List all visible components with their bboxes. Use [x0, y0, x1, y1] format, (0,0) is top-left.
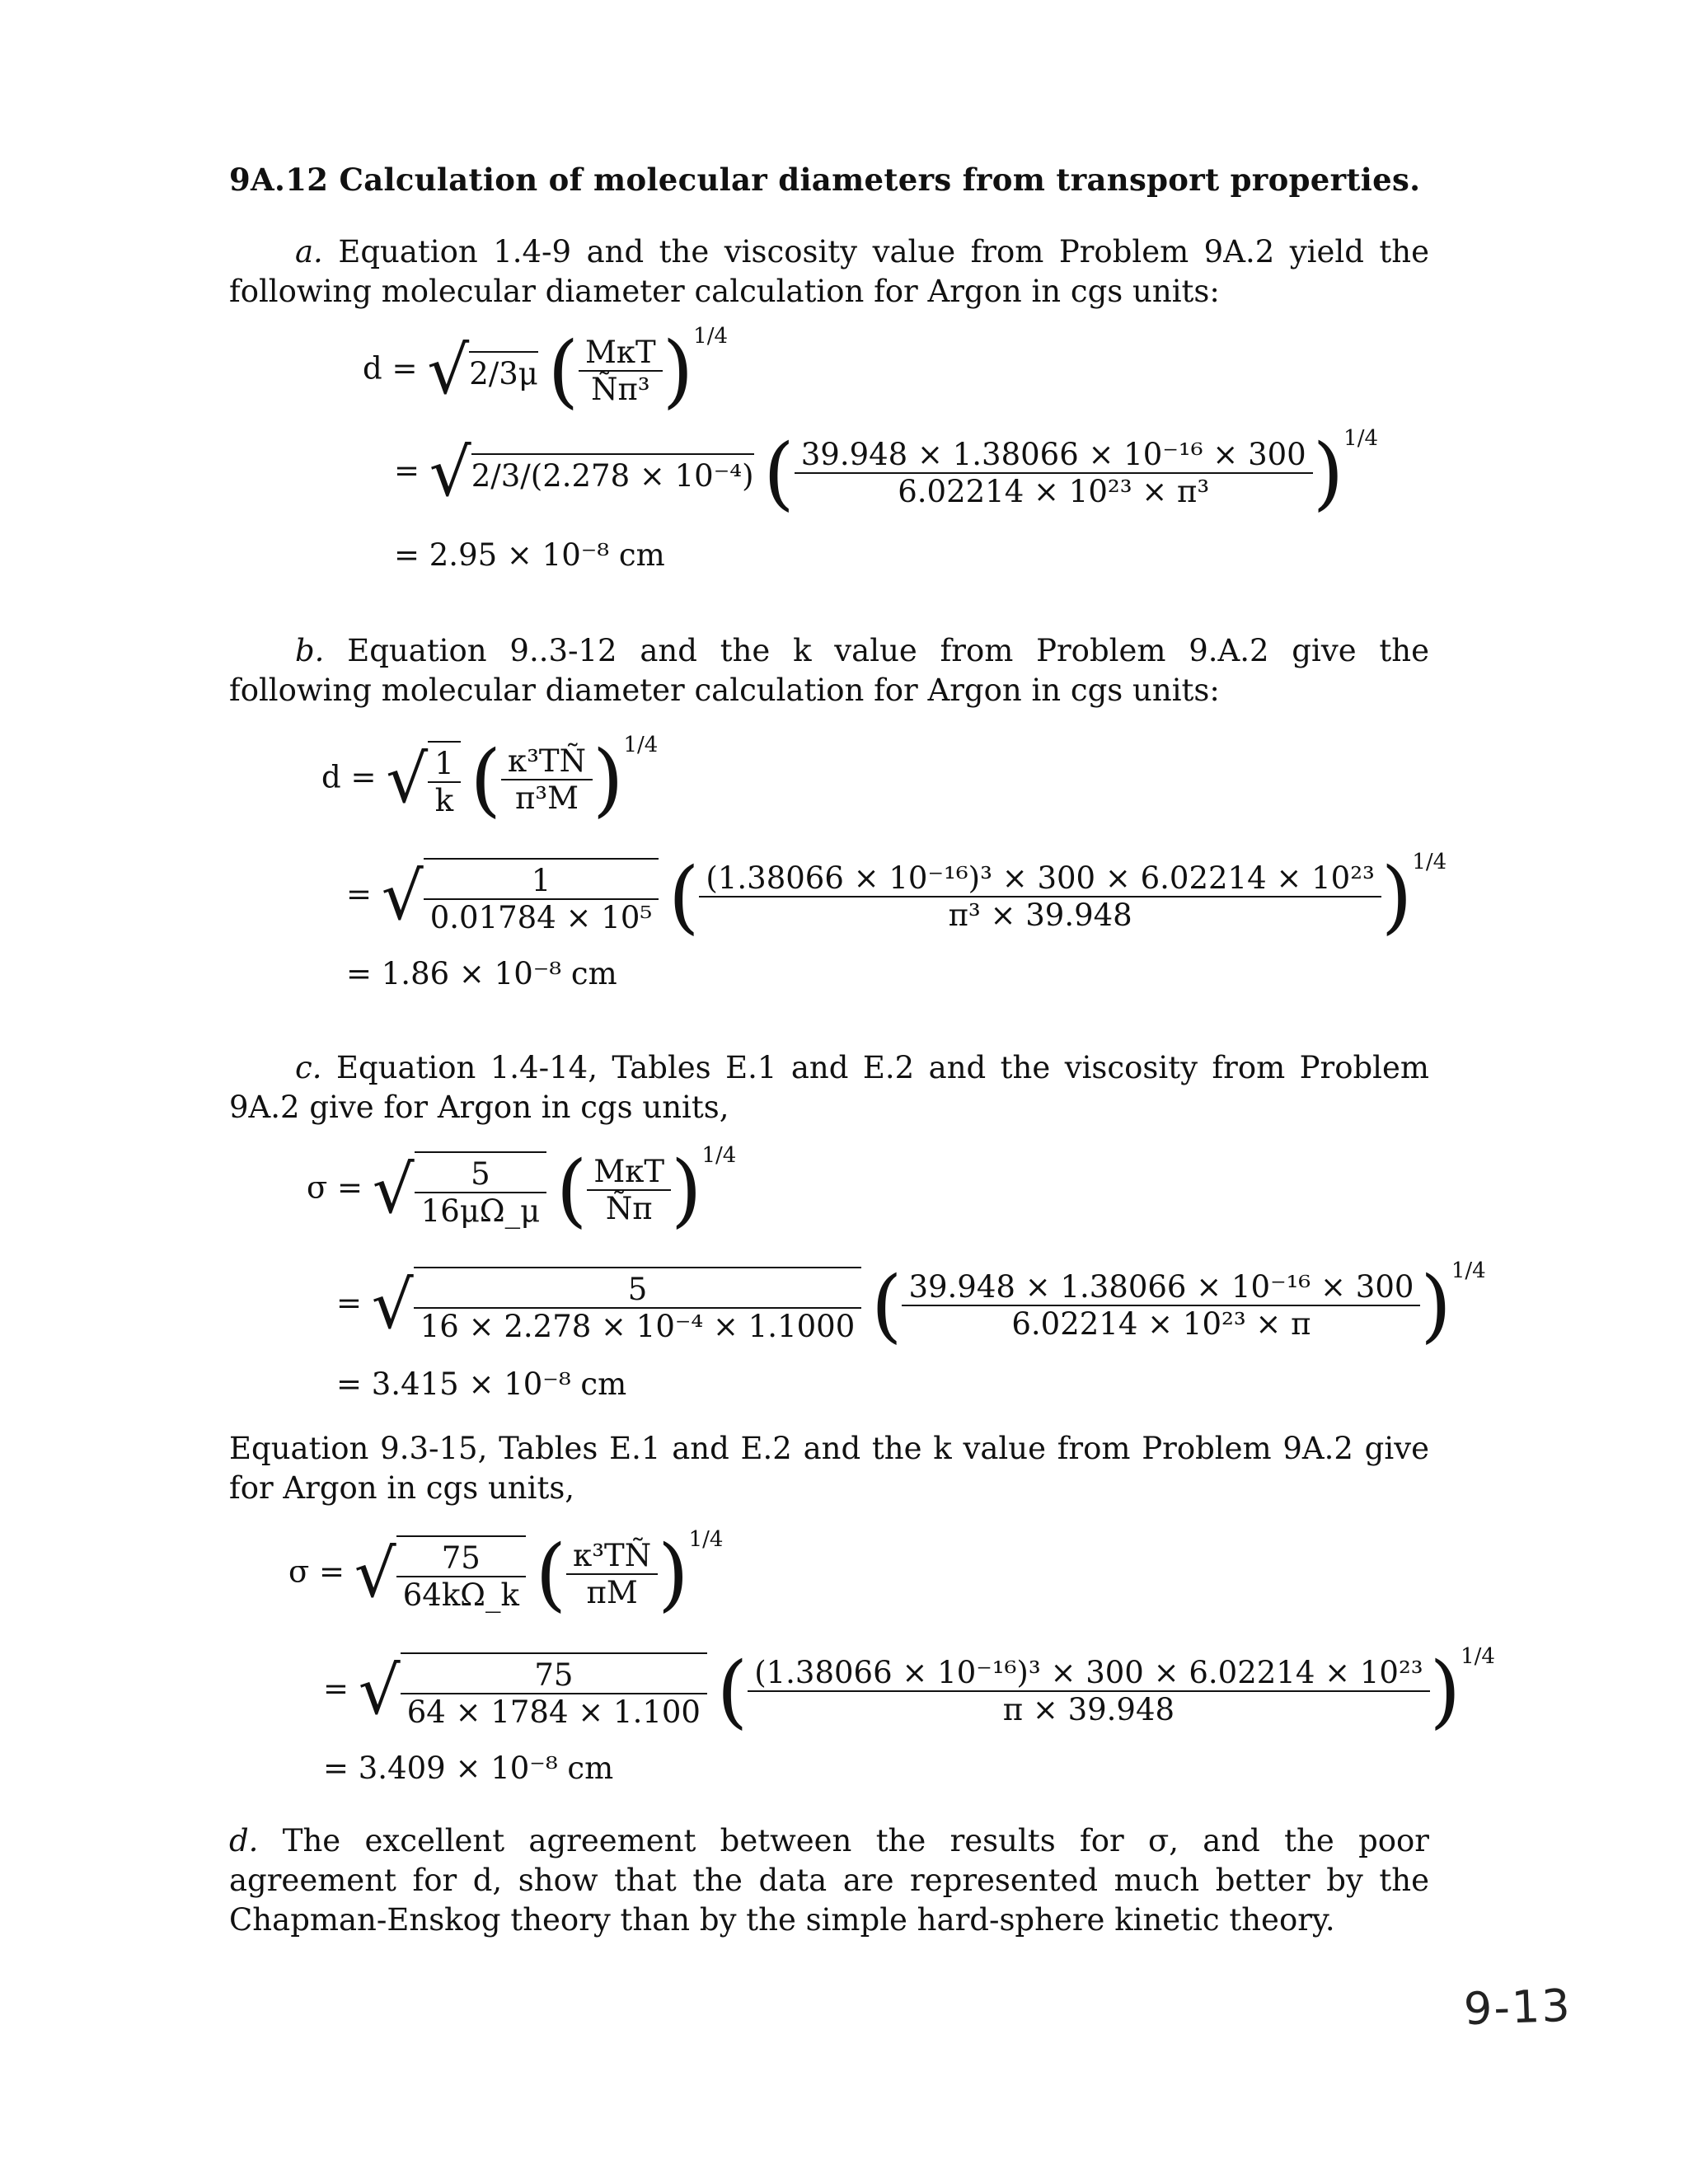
part-c-result-2: = 3.409 × 10⁻⁸ cm	[323, 1750, 614, 1786]
part-d-label: d.	[229, 1823, 259, 1858]
part-c-equation-3: σ = √ $\frac{75}{64k\Omega\_k}$ ( $\frac{\text{κ³TÑ}}{\pi M}$ )$^{1/4}$	[288, 1526, 724, 1620]
part-b-equation-2: = √ $\frac{1}{\text{0.01784 × 10⁵}}$ ( $\frac{\text{(1.38066 × 10⁻¹⁶)³ × 300 × 6.02214 × 10²³}}{\text{π³ × 39.948}}$ )$^{1/4}$	[346, 849, 1447, 943]
part-a-paragraph	[229, 232, 1429, 312]
part-b-text: Equation 9..3-12 and the k value from Problem 9.A.2 give the following molecular diameter calculation for Argon in cgs units:	[229, 633, 1429, 708]
part-a-equation-2: = √2/3/(2.278 × 10⁻⁴) ( $\frac{\text{39.948 × 1.38066 × 10⁻¹⁶ × 300}}{\text{6.02214 × 10²³ × π³}}$ )$^{1/4}$	[394, 425, 1378, 519]
problem-heading: 9A.12 Calculation of molecular diameters from transport properties.	[229, 162, 1421, 198]
part-a-label: a.	[295, 234, 323, 269]
part-c-label: c.	[295, 1050, 322, 1085]
part-a-equation-1: d = √2/3μ ( $\frac{\text{MκT}}{\text{Ñπ³}}$ )$^{1/4}$	[363, 323, 729, 417]
part-c-text: Equation 1.4-14, Tables E.1 and E.2 and the viscosity from Problem 9A.2 give for Argon in cgs units,	[229, 1050, 1429, 1125]
part-c-equation-4: = √ $\frac{75}{64 \times 1784 \times 1.100}$ ( $\frac{\text{(1.38066 × 10⁻¹⁶)³ × 300 × 6.02214 × 10²³}}{\pi \times 39.948}$ )$^{1/4}$	[323, 1643, 1495, 1737]
page-number: 9-13	[1462, 1979, 1573, 2036]
part-c-paragraph	[229, 1048, 1429, 1127]
part-a-text: Equation 1.4-9 and the viscosity value from Problem 9A.2 yield the following molecular diameter calculation for Argon in cgs units:	[229, 234, 1429, 309]
part-c-paragraph-2: Equation 9.3-15, Tables E.1 and E.2 and the k value from Problem 9A.2 give for Argon in cgs units,	[229, 1431, 1429, 1506]
part-b-paragraph	[229, 631, 1429, 710]
part-d-text: The excellent agreement between the results for σ, and the poor agreement for d, show that the data are represented much better by the Chapman-Enskog theory than by the simple hard-sphere kinetic theory.	[229, 1823, 1429, 1938]
part-d-paragraph	[229, 1821, 1429, 1940]
part-b-result: = 1.86 × 10⁻⁸ cm	[346, 956, 617, 991]
part-c-result: = 3.415 × 10⁻⁸ cm	[336, 1366, 627, 1402]
part-b-equation-1: d = √ $\frac{1}{k}$ ( $\frac{\text{κ³TÑ}}{\text{π³M}}$ )$^{1/4}$	[321, 732, 659, 826]
part-a-result: = 2.95 × 10⁻⁸ cm	[394, 537, 665, 573]
part-c-equation-2: = √ $\frac{5}{\text{16 × 2.278 × 10⁻⁴ × 1.1000}}$ ( $\frac{\text{39.948 × 1.38066 × 10⁻¹⁶ × 300}}{\text{6.02214 × 10²³ × π}}$ )$^{1/4}$	[336, 1258, 1486, 1352]
part-b-label: b.	[295, 633, 325, 668]
part-c-equation-1: σ = √ $\frac{5}{16\mu\Omega\_\mu}$ ( $\frac{\text{MκT}}{Ñ\pi}$ )$^{1/4}$	[307, 1142, 737, 1236]
